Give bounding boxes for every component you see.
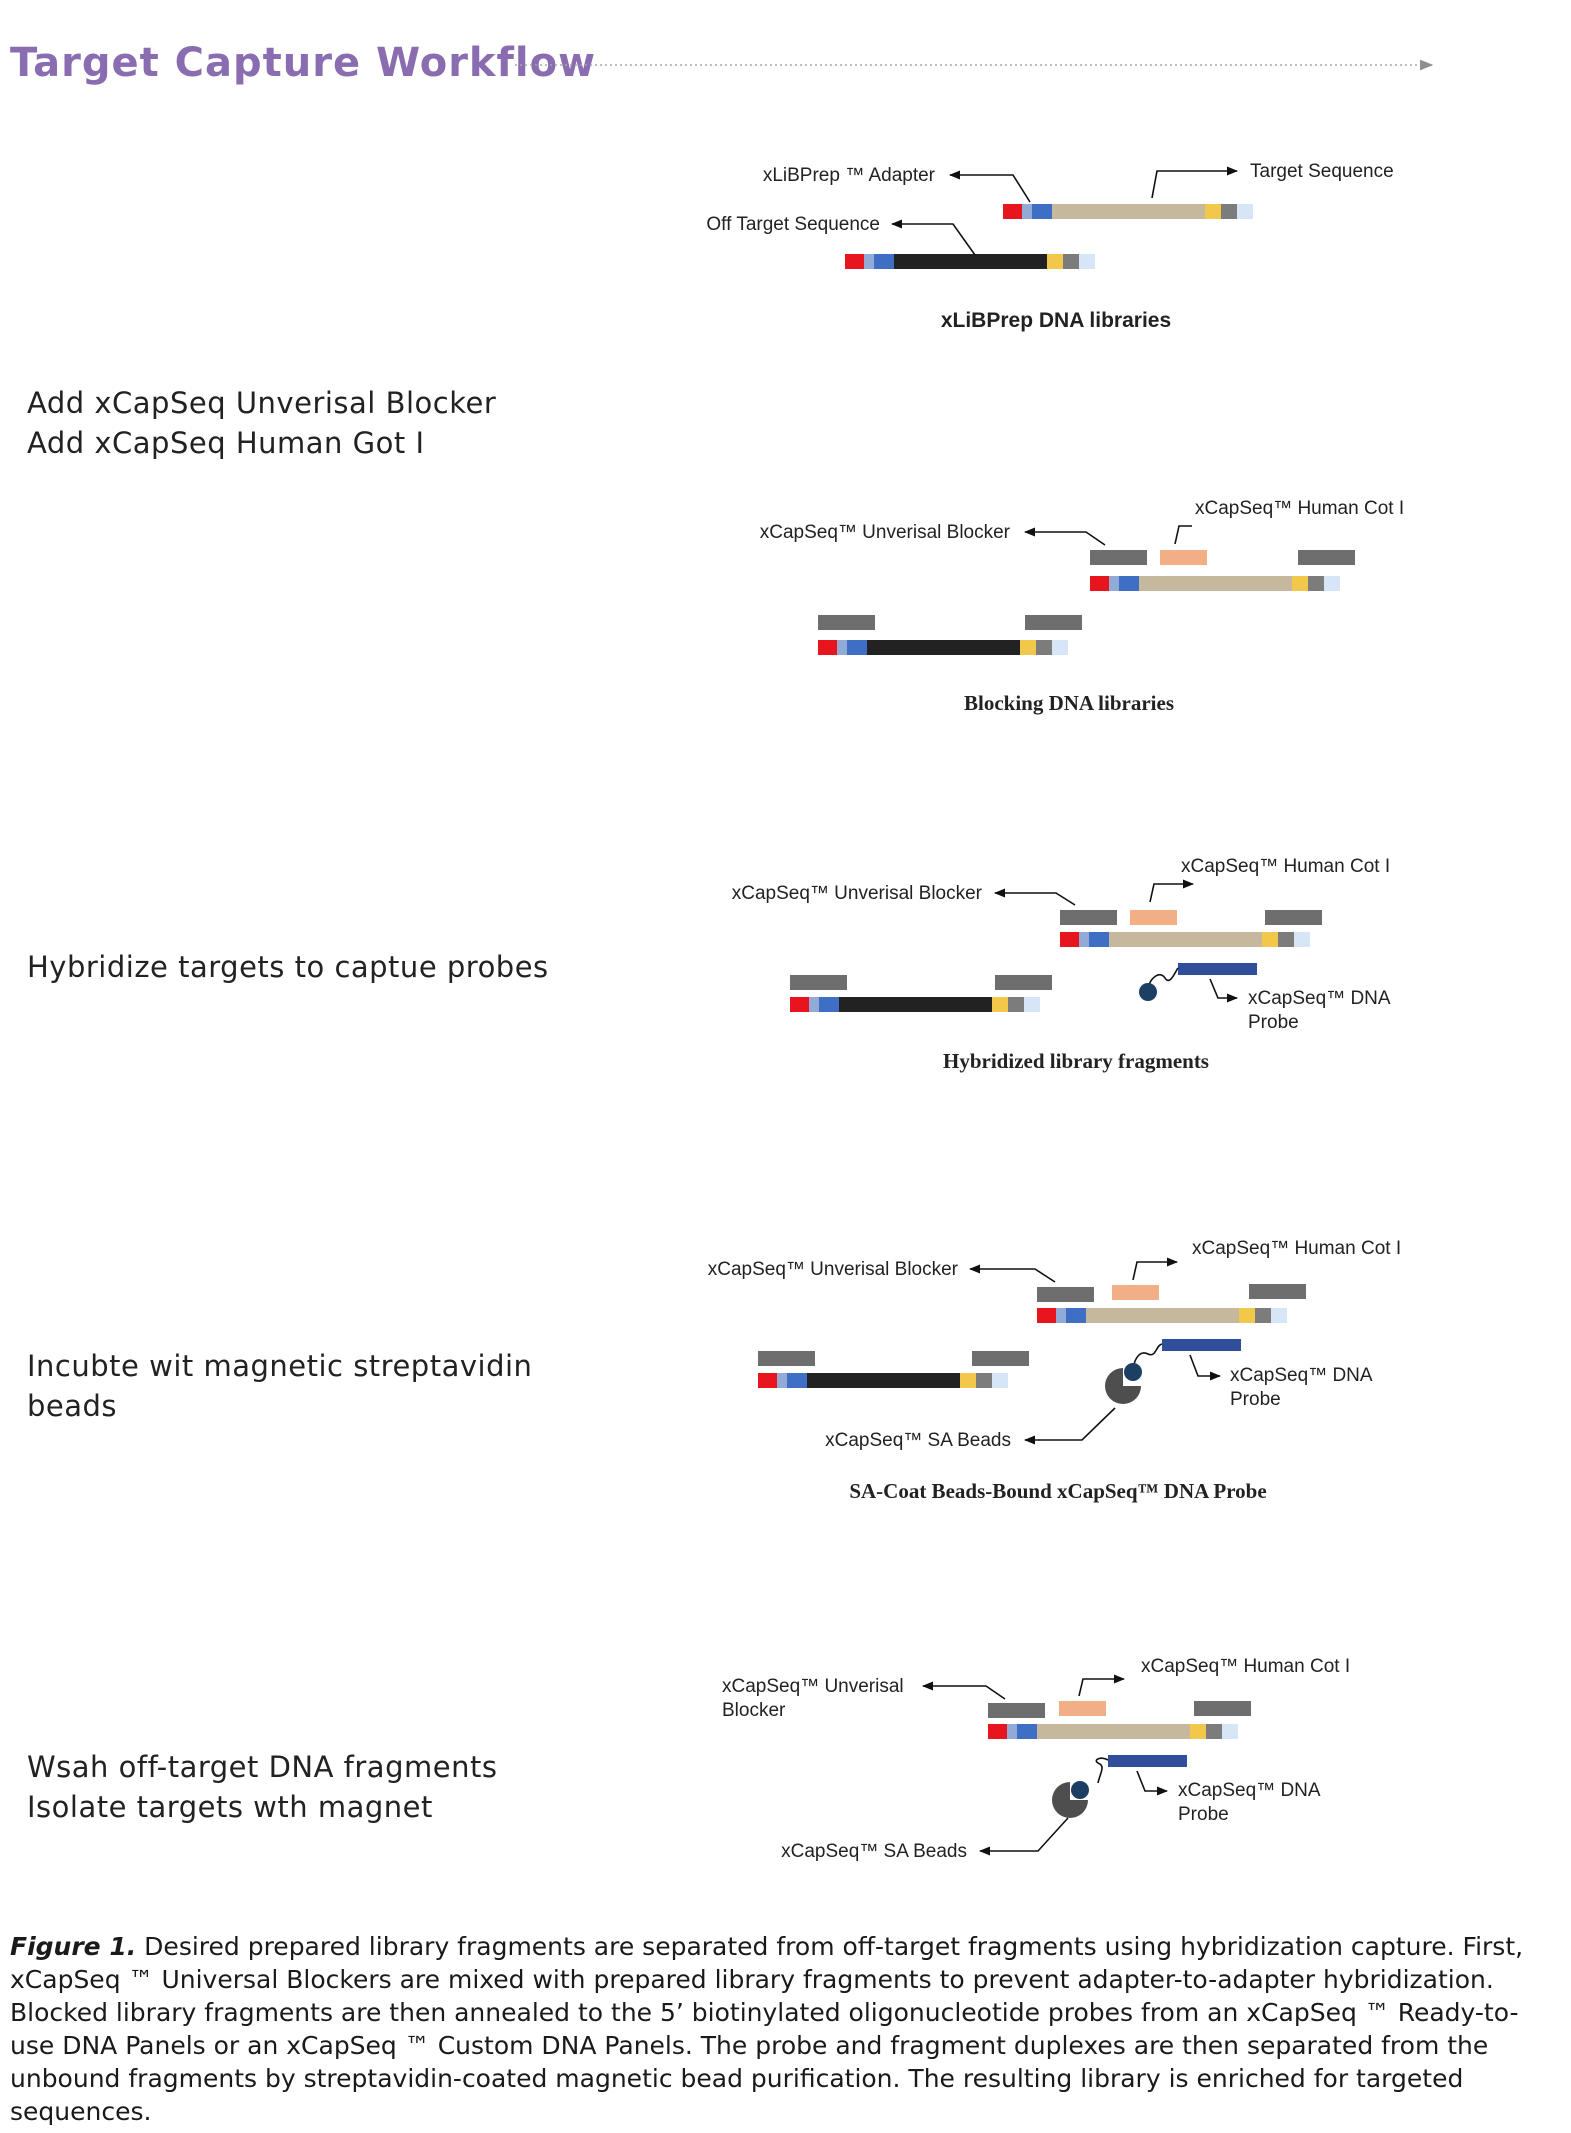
caption-text: Desired prepared library fragments are separated from off-target fragments using hybridization capture. First, xCapSeq ™ Universal Blockers are mixed with prepared library fragments to prevent adapter-to-adapter hybridization. Blocked library fragments are then annealed to the 5’ biotinylated oligonucleotide probes from an xCapSeq ™ Ready-to-use DNA Panels or an xCapSeq ™ Custom DNA Panels. The probe and fragment duplexes are then separated from the unbound fragments by streptavidin-coated magnetic bead purification. The resulting library is enriched for targeted sequences. xyxy=(10,1932,1524,2126)
adapter-blue-segment xyxy=(1119,576,1139,591)
target-sequence-segment xyxy=(1086,1308,1239,1323)
cot-bar xyxy=(1160,550,1207,565)
adapter-pale-segment xyxy=(1237,204,1253,219)
adapter-yellow-segment xyxy=(1239,1308,1255,1323)
blocker-label: xCapSeq™ Unverisal xyxy=(722,1676,904,1697)
beads-arrow xyxy=(980,1818,1068,1851)
cot-arrow xyxy=(1150,884,1193,902)
adapter-red-segment xyxy=(845,254,864,269)
target-label: Target Sequence xyxy=(1250,161,1394,182)
target-fragment-5 xyxy=(988,1724,1238,1739)
blocker-bar xyxy=(818,615,875,630)
target-sequence-segment xyxy=(1052,204,1205,219)
cot-arrow xyxy=(1133,1262,1177,1280)
probe-label-line-2: Probe xyxy=(1248,1012,1299,1033)
blocker-arrow xyxy=(1025,532,1105,545)
adapter-gray-segment xyxy=(1278,932,1294,947)
blocker-bar xyxy=(1265,910,1322,925)
cot-label: xCapSeq™ Human Cot I xyxy=(1141,1656,1351,1677)
offtarget-fragment-4 xyxy=(758,1373,1008,1388)
probe-arrow xyxy=(1137,1771,1167,1791)
blocker-bar xyxy=(1060,910,1117,925)
offtarget-fragment-1 xyxy=(845,254,1095,269)
adapter-yellow-segment xyxy=(1020,640,1036,655)
blocker-arrow xyxy=(923,1686,1005,1699)
step-4-line-2: Isolate targets wth magnet xyxy=(27,1790,433,1824)
offtarget-fragment-3 xyxy=(790,997,1040,1012)
adapter-red-segment xyxy=(1090,576,1109,591)
adapter-yellow-segment xyxy=(1190,1724,1206,1739)
blocker-label-line-2: Blocker xyxy=(722,1700,786,1721)
cot-arrow xyxy=(1175,526,1192,544)
blocker-bar xyxy=(1298,550,1355,565)
adapter-light-blue-segment xyxy=(777,1373,787,1388)
blocker-bar xyxy=(995,975,1052,990)
adapter-yellow-segment xyxy=(1205,204,1221,219)
adapter-red-segment xyxy=(1037,1308,1056,1323)
target-fragment-4 xyxy=(1037,1308,1287,1323)
step-3-line-2: beads xyxy=(27,1389,118,1423)
adapter-red-segment xyxy=(790,997,809,1012)
adapter-gray-segment xyxy=(1308,576,1324,591)
cot-label: xCapSeq™ Human Cot I xyxy=(1181,856,1391,877)
adapter-pale-segment xyxy=(1024,997,1040,1012)
probe-label-line-2: Probe xyxy=(1178,1804,1229,1825)
blocker-bar xyxy=(972,1351,1029,1366)
adapter-yellow-segment xyxy=(1047,254,1063,269)
blocker-arrow xyxy=(995,893,1075,905)
adapter-pale-segment xyxy=(1052,640,1068,655)
probe-label: xCapSeq™ DNA xyxy=(1230,1365,1373,1386)
adapter-gray-segment xyxy=(1036,640,1052,655)
figure-label: Figure 1. xyxy=(10,1932,137,1961)
blocker-bar xyxy=(988,1703,1045,1718)
blocker-arrow xyxy=(970,1269,1055,1282)
adapter-gray-segment xyxy=(1221,204,1237,219)
adapter-light-blue-segment xyxy=(1007,1724,1017,1739)
blocker-bar xyxy=(1194,1701,1251,1716)
adapter-yellow-segment xyxy=(1292,576,1308,591)
adapter-yellow-segment xyxy=(992,997,1008,1012)
section-title-sa-beads: SA-Coat Beads-Bound xCapSeq™ DNA Probe xyxy=(849,1479,1267,1503)
probe-label: xCapSeq™ DNA xyxy=(1248,988,1391,1009)
adapter-light-blue-segment xyxy=(1079,932,1089,947)
blocker-bar xyxy=(1025,615,1082,630)
adapter-arrow xyxy=(950,175,1030,202)
probe-label: xCapSeq™ DNA xyxy=(1178,1780,1321,1801)
section-title-blocking: Blocking DNA libraries xyxy=(963,691,1175,715)
probe-arrow xyxy=(1210,979,1237,998)
biotin-icon xyxy=(1124,1363,1142,1381)
target-fragment-1 xyxy=(1003,204,1253,219)
adapter-light-blue-segment xyxy=(1022,204,1032,219)
blocker-bar xyxy=(758,1351,815,1366)
adapter-yellow-segment xyxy=(1262,932,1278,947)
blocker-bar xyxy=(1037,1287,1094,1302)
offtarget-label: Off Target Sequence xyxy=(706,214,880,235)
adapter-red-segment xyxy=(1003,204,1022,219)
offtarget-arrow xyxy=(892,224,975,255)
target-sequence-segment xyxy=(1037,1724,1190,1739)
biotin-icon xyxy=(1071,1781,1089,1799)
target-sequence-segment xyxy=(1109,932,1262,947)
adapter-pale-segment xyxy=(1222,1724,1238,1739)
target-arrow xyxy=(1152,171,1237,198)
cot-label: xCapSeq™ Human Cot I xyxy=(1195,498,1405,519)
cot-arrow xyxy=(1079,1679,1124,1696)
adapter-gray-segment xyxy=(1255,1308,1271,1323)
blocker-label: xCapSeq™ Unverisal Blocker xyxy=(707,1259,958,1280)
blocker-bar xyxy=(790,975,847,990)
blocker-bar xyxy=(1090,550,1147,565)
probe-arrow xyxy=(1190,1355,1220,1376)
adapter-pale-segment xyxy=(1079,254,1095,269)
adapter-light-blue-segment xyxy=(864,254,874,269)
probe-bar xyxy=(1108,1755,1187,1767)
adapter-light-blue-segment xyxy=(809,997,819,1012)
blocker-label: xCapSeq™ Unverisal Blocker xyxy=(731,883,982,904)
target-fragment-2 xyxy=(1090,576,1340,591)
adapter-blue-segment xyxy=(819,997,839,1012)
offtarget-sequence-segment xyxy=(839,997,992,1012)
cot-bar xyxy=(1112,1285,1159,1300)
adapter-blue-segment xyxy=(787,1373,807,1388)
adapter-pale-segment xyxy=(1324,576,1340,591)
adapter-pale-segment xyxy=(1271,1308,1287,1323)
figure-caption xyxy=(10,1930,1560,2128)
offtarget-sequence-segment xyxy=(894,254,1047,269)
adapter-red-segment xyxy=(1060,932,1079,947)
cot-bar xyxy=(1059,1701,1106,1716)
adapter-blue-segment xyxy=(1089,932,1109,947)
beads-label: xCapSeq™ SA Beads xyxy=(825,1430,1011,1451)
adapter-gray-segment xyxy=(1008,997,1024,1012)
offtarget-sequence-segment xyxy=(807,1373,960,1388)
step-3-line-1: Incubte wit magnetic streptavidin xyxy=(27,1349,533,1383)
adapter-gray-segment xyxy=(1206,1724,1222,1739)
biotin-icon xyxy=(1139,983,1157,1001)
adapter-light-blue-segment xyxy=(1109,576,1119,591)
section-title-libraries: xLiBPrep DNA libraries xyxy=(940,309,1172,332)
adapter-blue-segment xyxy=(1017,1724,1037,1739)
beads-label: xCapSeq™ SA Beads xyxy=(781,1841,967,1862)
target-sequence-segment xyxy=(1139,576,1292,591)
adapter-gray-segment xyxy=(1063,254,1079,269)
probe-bar xyxy=(1162,1339,1241,1351)
adapter-blue-segment xyxy=(874,254,894,269)
step-2-line-1: Hybridize targets to captue probes xyxy=(27,950,549,984)
probe-linker xyxy=(1096,1758,1108,1783)
adapter-light-blue-segment xyxy=(837,640,847,655)
page-title: Target Capture Workflow xyxy=(10,40,597,86)
offtarget-sequence-segment xyxy=(867,640,1020,655)
adapter-red-segment xyxy=(818,640,837,655)
step-1-line-1: Add xCapSeq Unverisal Blocker xyxy=(27,386,497,420)
cot-label: xCapSeq™ Human Cot I xyxy=(1192,1238,1402,1259)
probe-label-line-2: Probe xyxy=(1230,1389,1281,1410)
adapter-pale-segment xyxy=(992,1373,1008,1388)
adapter-red-segment xyxy=(988,1724,1007,1739)
adapter-blue-segment xyxy=(1066,1308,1086,1323)
target-fragment-3 xyxy=(1060,932,1310,947)
blocker-label: xCapSeq™ Unverisal Blocker xyxy=(759,522,1010,543)
adapter-pale-segment xyxy=(1294,932,1310,947)
adapter-label: xLiBPrep ™ Adapter xyxy=(762,165,935,186)
step-4-line-1: Wsah off-target DNA fragments xyxy=(27,1750,498,1784)
adapter-gray-segment xyxy=(976,1373,992,1388)
adapter-yellow-segment xyxy=(960,1373,976,1388)
step-1-line-2: Add xCapSeq Human Got I xyxy=(27,426,425,460)
adapter-blue-segment xyxy=(847,640,867,655)
adapter-red-segment xyxy=(758,1373,777,1388)
section-title-hybridized: Hybridized library fragments xyxy=(943,1049,1209,1073)
adapter-light-blue-segment xyxy=(1056,1308,1066,1323)
cot-bar xyxy=(1130,910,1177,925)
beads-arrow xyxy=(1025,1408,1115,1440)
probe-bar xyxy=(1178,963,1257,975)
adapter-blue-segment xyxy=(1032,204,1052,219)
blocker-bar xyxy=(1249,1284,1306,1299)
offtarget-fragment-2 xyxy=(818,640,1068,655)
